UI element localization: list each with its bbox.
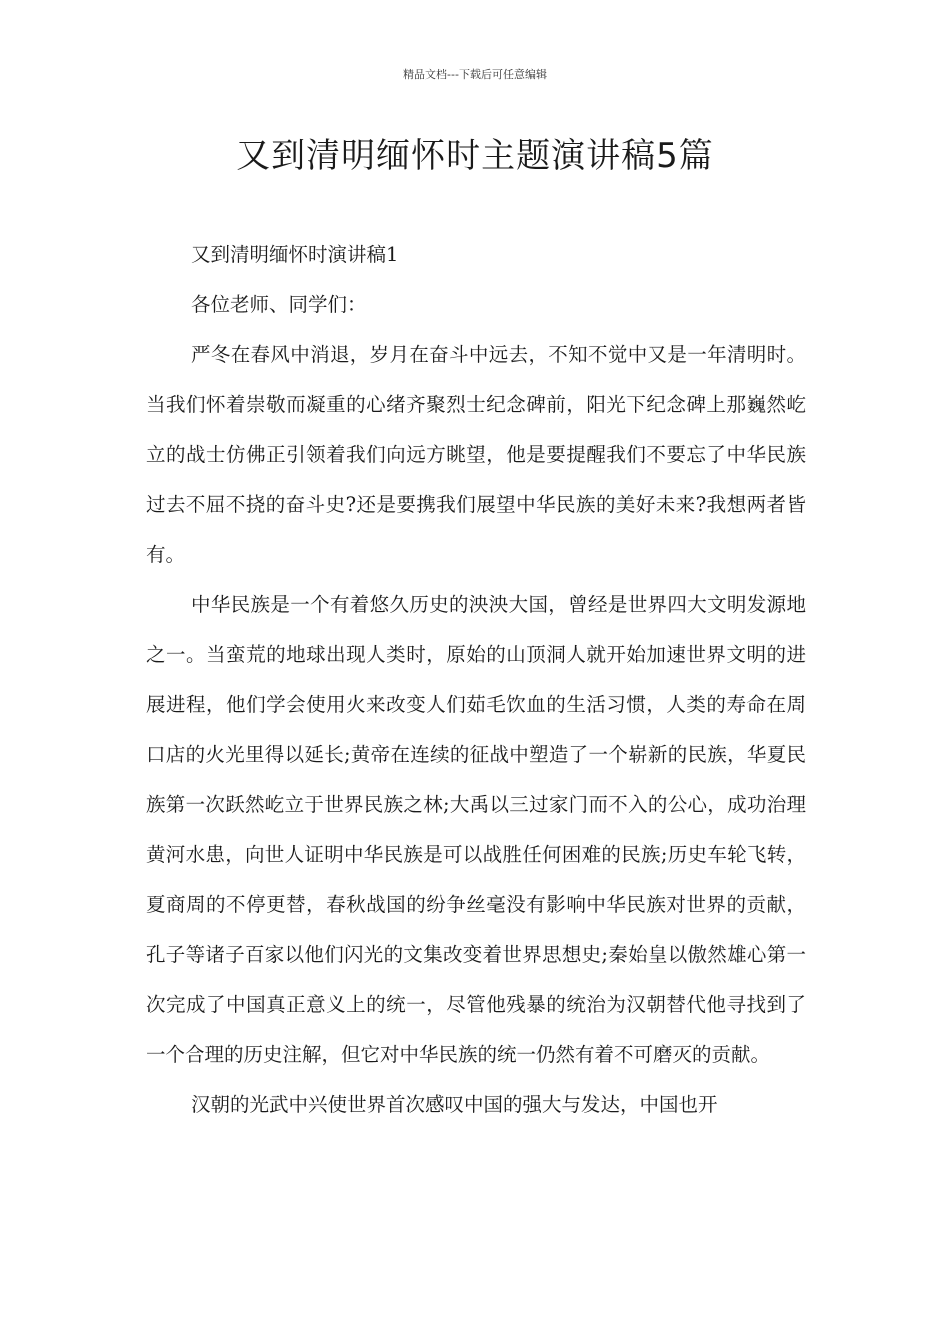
document-title: 又到清明缅怀时主题演讲稿5篇 xyxy=(236,136,714,176)
paragraph: 严冬在春风中消退，岁月在奋斗中远去，不知不觉中又是一年清明时。当我们怀着崇敬而凝重的心绪齐聚烈士纪念碑前，阳光下纪念碑上那巍然屹立的战士仿佛正引领着我们向远方眺望，他是要提醒我们不要忘了中华民族过去不屈不挠的奋斗史?还是要携我们展望中华民族的美好未来?我想两者皆有。 xyxy=(146,343,806,566)
section-subtitle: 又到清明缅怀时演讲稿1 xyxy=(191,243,399,266)
paragraph: 中华民族是一个有着悠久历史的泱泱大国，曾经是世界四大文明发源地之一。当蛮荒的地球出现人类时，原始的山顶洞人就开始加速世界文明的进展进程，他们学会使用火来改变人们茹毛饮血的生活习惯，人类的寿命在周口店的火光里得以延长;黄帝在连续的征战中塑造了一个崭新的民族，华夏民族第一次跃然屹立于世界民族之林;大禹以三过家门而不入的公心，成功治理黄河水患，向世人证明中华民族是可以战胜任何困难的民族;历史车轮飞转，夏商周的不停更替，春秋战国的纷争丝毫没有影响中华民族对世界的贡献，孔子等诸子百家以他们闪光的文集改变着世界思想史;秦始皇以傲然雄心第一次完成了中国真正意义上的统一，尽管他残暴的统治为汉朝替代他寻找到了一个合理的历史注解，但它对中华民族的统一仍然有着不可磨灭的贡献。 xyxy=(146,593,806,1066)
paragraph: 汉朝的光武中兴使世界首次感叹中国的强大与发达，中国也开 xyxy=(191,1093,718,1116)
page-header: 精品文档---下载后可任意编辑 xyxy=(403,68,547,81)
greeting: 各位老师、同学们： xyxy=(191,293,367,316)
document-body xyxy=(146,230,806,1130)
